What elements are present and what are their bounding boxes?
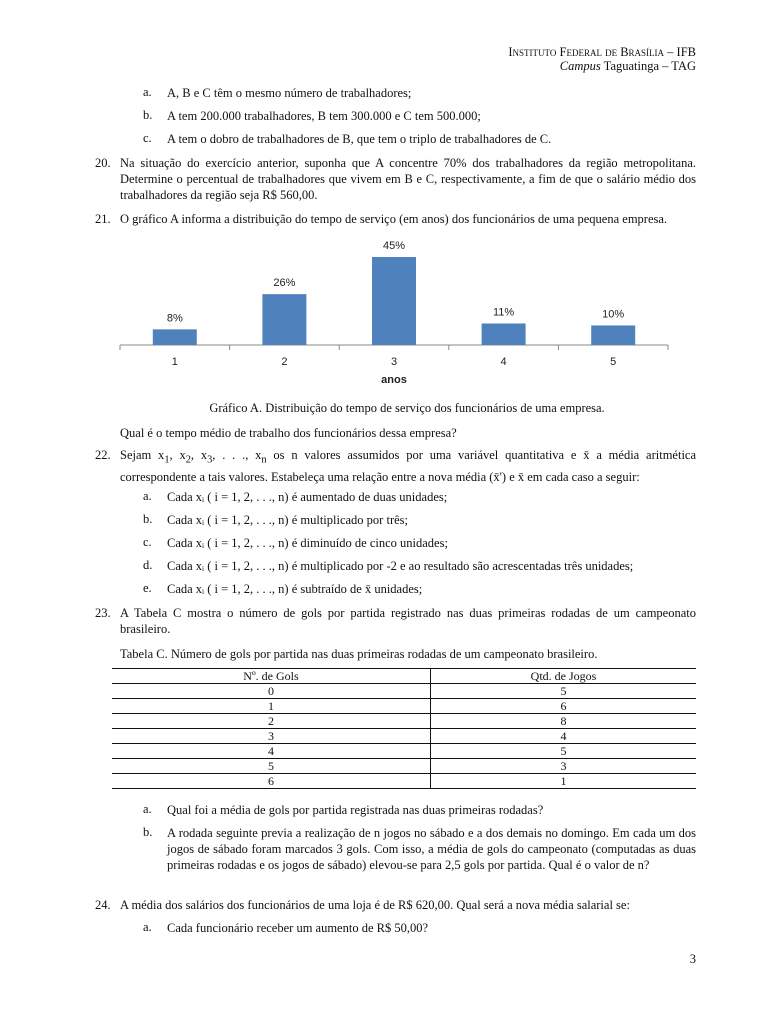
- q23-item-b-label: b.: [143, 825, 153, 839]
- bar-chart: [0, 232, 768, 402]
- data-label: 10%: [602, 308, 625, 321]
- cell-goals: 5: [112, 759, 431, 774]
- data-label: 26%: [273, 277, 296, 290]
- table-header-row: [112, 669, 696, 684]
- table-row: [112, 714, 696, 729]
- q19-item-b-text: A tem 200.000 trabalhadores, B tem 300.000 e C tem 500.000;: [167, 109, 481, 123]
- chart-caption: Gráfico A. Distribuição do tempo de serviço dos funcionários de uma empresa.: [209, 401, 605, 415]
- table-row: [112, 699, 696, 714]
- cell-goals: 1: [112, 699, 431, 714]
- x-axis-label: anos: [381, 374, 407, 386]
- x-tick-label: 4: [500, 356, 507, 368]
- q22-item-c-text: Cada xᵢ ( i = 1, 2, . . ., n) é diminuído de cinco unidades;: [167, 536, 448, 550]
- cell-games: 6: [431, 699, 697, 714]
- q22-item-b-label: b.: [143, 512, 153, 526]
- bar: [482, 323, 526, 345]
- q23-text: A Tabela C mostra o número de gols por partida registrado nas duas primeiras rodadas de um campeonato brasileiro.: [120, 606, 696, 636]
- bar: [591, 325, 635, 345]
- cell-goals: 4: [112, 744, 431, 759]
- table-row: [112, 729, 696, 744]
- header-institution: Instituto Federal de Brasília – IFB: [508, 45, 696, 59]
- q24-item-a-text: Cada funcionário receber um aumento de R$ 50,00?: [167, 921, 429, 935]
- table-row: [112, 774, 696, 789]
- cell-games: 3: [431, 759, 697, 774]
- header-campus: Campus Taguatinga – TAG: [559, 59, 696, 73]
- q22-number: 22.: [95, 448, 111, 462]
- q19-item-a-text: A, B e C têm o mesmo número de trabalhadores;: [167, 86, 412, 100]
- q19-item-c-text: A tem o dobro de trabalhadores de B, que tem o triplo de trabalhadores de C.: [167, 132, 552, 146]
- x-tick-label: 2: [281, 356, 288, 368]
- bar: [372, 257, 416, 345]
- q24-number: 24.: [95, 898, 111, 912]
- data-label: 8%: [166, 312, 183, 325]
- q22-item-e-label: e.: [143, 581, 152, 595]
- col-header-games: Qtd. de Jogos: [431, 669, 697, 684]
- q21-question: Qual é o tempo médio de trabalho dos funcionários dessa empresa?: [120, 426, 457, 440]
- x-tick-label: 3: [390, 356, 398, 368]
- col-header-goals: Nº. de Gols: [112, 669, 431, 684]
- q22-item-e-text: Cada xᵢ ( i = 1, 2, . . ., n) é subtraído de x̄ unidades;: [167, 582, 423, 596]
- cell-games: 5: [431, 684, 697, 699]
- table-title: Tabela C. Número de gols por partida nas duas primeiras rodadas de um campeonato brasileiro.: [120, 647, 598, 661]
- bar: [153, 329, 197, 345]
- cell-games: 5: [431, 744, 697, 759]
- q23-item-b-text: A rodada seguinte previa a realização de n jogos no sábado e a dos demais no domingo. Em cada um dos jogos de sábado foram marcados 3 gols. Com isso, a média de gols do campeonato (computadas as duas primeiras rodadas e os jogos de sábado) elevou-se para 2,5 gols por partida. Qual é o valor de n?: [167, 826, 696, 872]
- table-row: [112, 744, 696, 759]
- q23-number: 23.: [95, 606, 111, 620]
- q20-number: 20.: [95, 156, 111, 170]
- cell-games: 1: [431, 774, 697, 789]
- page-header: [508, 45, 696, 73]
- q24-text: A média dos salários dos funcionários de uma loja é de R$ 620,00. Qual será a nova média salarial se:: [120, 898, 630, 912]
- q22-item-c-label: c.: [143, 535, 152, 549]
- q21-text: O gráfico A informa a distribuição do tempo de serviço (em anos) dos funcionários de uma pequena empresa.: [120, 212, 668, 226]
- q22-item-a-label: a.: [143, 489, 152, 503]
- q24-item-a-label: a.: [143, 920, 152, 934]
- cell-goals: 2: [112, 714, 431, 729]
- cell-goals: 0: [112, 684, 431, 699]
- table-row: [112, 759, 696, 774]
- data-label: 45%: [382, 240, 406, 252]
- q21-number: 21.: [95, 212, 111, 226]
- goals-table: [112, 668, 696, 789]
- q22-item-b-text: Cada xᵢ ( i = 1, 2, . . ., n) é multiplicado por três;: [167, 513, 408, 527]
- cell-games: 4: [431, 729, 697, 744]
- page-number: 3: [689, 952, 696, 966]
- q22-item-d-text: Cada xᵢ ( i = 1, 2, . . ., n) é multiplicado por -2 e ao resultado são acrescentadas três unidades;: [167, 559, 634, 573]
- q19-item-c-label: c.: [143, 131, 152, 145]
- x-tick-label: 5: [610, 356, 617, 368]
- q23-item-a-label: a.: [143, 802, 152, 816]
- bar: [262, 294, 306, 345]
- q23-item-a-text: Qual foi a média de gols por partida registrada nas duas primeiras rodadas?: [167, 803, 544, 817]
- data-label: 11%: [492, 306, 515, 319]
- cell-games: 8: [431, 714, 697, 729]
- x-tick-label: 1: [171, 356, 178, 368]
- table-row: [112, 684, 696, 699]
- q22-item-a-text: Cada xᵢ ( i = 1, 2, . . ., n) é aumentado de duas unidades;: [167, 490, 448, 504]
- cell-goals: 3: [112, 729, 431, 744]
- q19-item-a-label: a.: [143, 85, 152, 99]
- q22-item-d-label: d.: [143, 558, 153, 572]
- q20-text: Na situação do exercício anterior, suponha que A concentre 70% dos trabalhadores da região metropolitana. Determine o percentual de trabalhadores que vivem em B e C, respectivamente, a fim de que o salário médio dos trabalhadores da região seja R$ 560,00.: [120, 156, 696, 202]
- q19-item-b-label: b.: [143, 108, 153, 122]
- q22-intro: Sejam $x_1$, $x_2$, $x_3$, . . ., $x_n$ os n valores assumidos por uma variável quantitativa e x̄ a média aritmética correspondente a tais valores. Estabeleça uma relação entre a nova média (x̄') e x̄ em cada caso a seguir:: [120, 448, 697, 484]
- cell-goals: 6: [112, 774, 431, 789]
